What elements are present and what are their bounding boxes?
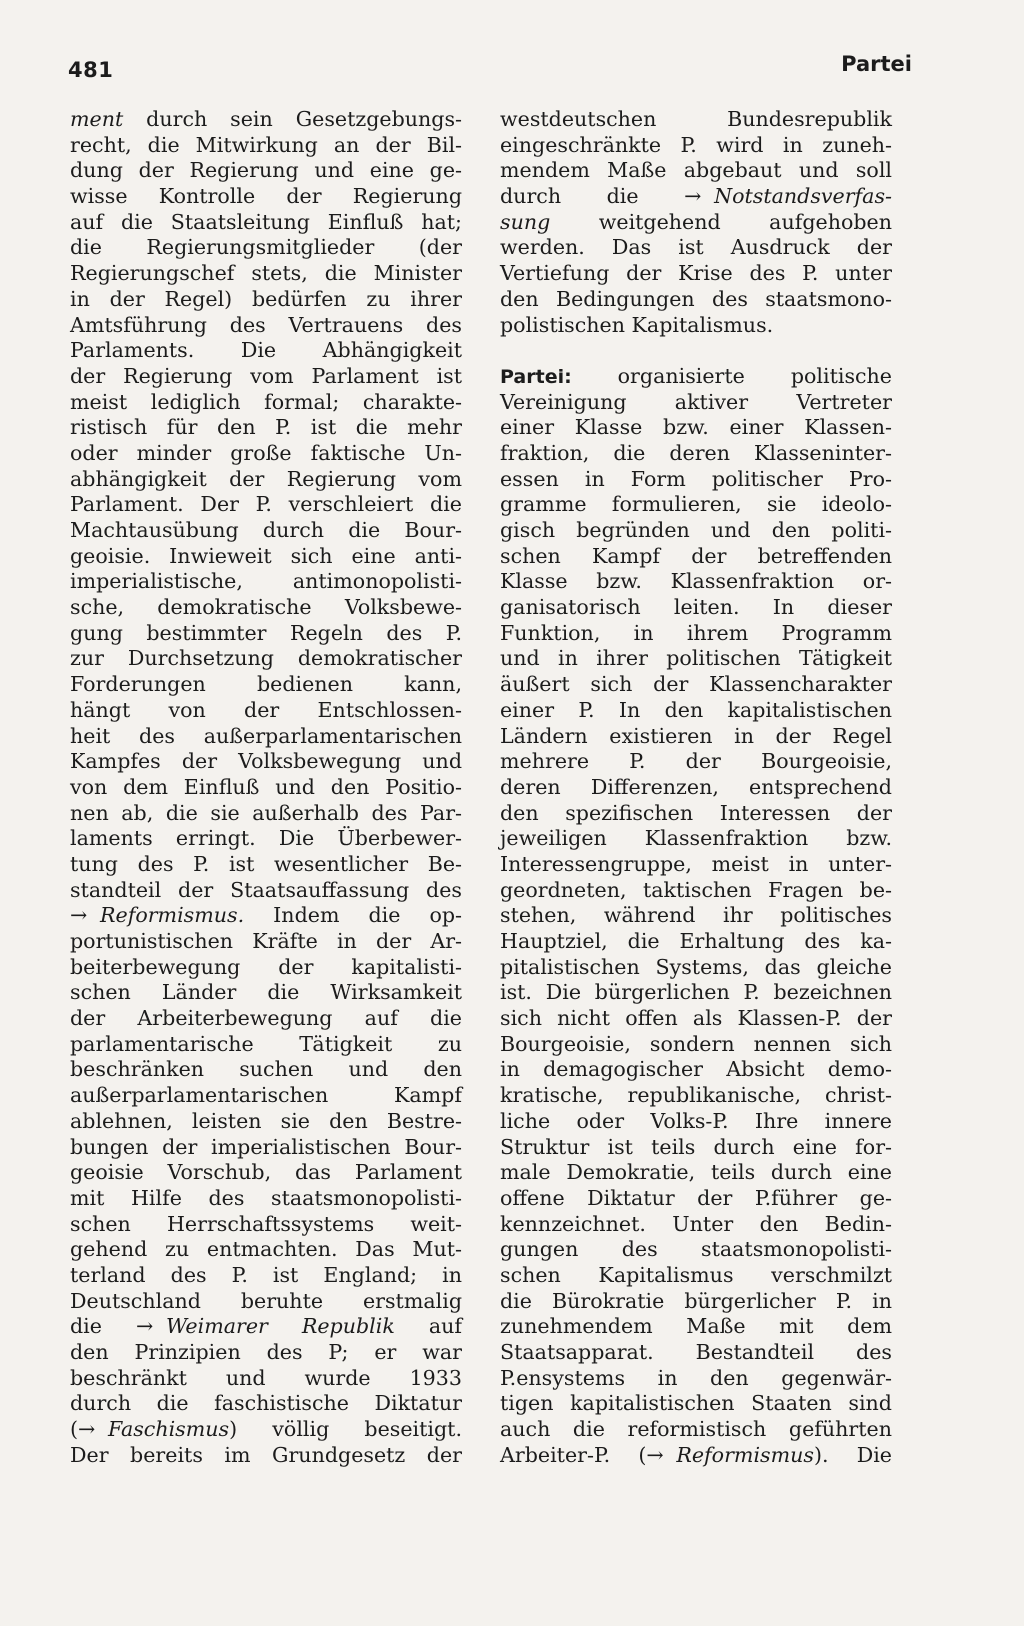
text-run: Struktur ist teils durch eine for- bbox=[500, 1134, 892, 1159]
text-run: Forderungen bedienen kann, bbox=[70, 672, 462, 697]
text-line bbox=[70, 1263, 462, 1289]
text-run: beschränkt und wurde 1933 bbox=[70, 1365, 462, 1390]
text-run: außerparlamentarischen Kampf bbox=[70, 1083, 462, 1108]
text-line bbox=[500, 621, 892, 647]
text-line bbox=[70, 133, 462, 159]
text-line bbox=[500, 826, 892, 852]
text-run: imperialistische, antimonopolisti- bbox=[70, 569, 462, 594]
text-line bbox=[500, 646, 892, 672]
text-run: oder minder große faktische Un- bbox=[70, 440, 462, 465]
text-run: Staatsapparat. Bestandteil des bbox=[500, 1340, 892, 1364]
text-line bbox=[70, 698, 462, 724]
text-run: Kampfes der Volksbewegung und bbox=[70, 749, 462, 774]
text-line bbox=[70, 955, 462, 981]
text-line bbox=[500, 1109, 892, 1135]
text-line bbox=[500, 107, 892, 133]
text-run: mehrere P. der Bourgeoisie, bbox=[500, 749, 892, 774]
text-line bbox=[500, 210, 892, 236]
text-run: weitgehend aufgehoben bbox=[550, 209, 892, 234]
text-line bbox=[500, 1083, 892, 1109]
text-line bbox=[70, 1417, 462, 1443]
cross-reference-arrow-icon: → bbox=[70, 903, 88, 928]
text-run: durch sein Gesetzgebungs- bbox=[123, 107, 462, 131]
text-line bbox=[500, 1340, 892, 1366]
text-run: offene Diktatur der P.führer ge- bbox=[500, 1185, 892, 1210]
text-line bbox=[70, 569, 462, 595]
text-line bbox=[500, 1314, 892, 1340]
text-run: abhängigkeit der Regierung vom bbox=[70, 466, 462, 491]
text-run: parlamentarische Tätigkeit zu bbox=[70, 1031, 462, 1056]
text-run: in der Regel) bedürfen zu ihrer bbox=[70, 286, 462, 311]
text-run: schen Länder die Wirksamkeit bbox=[70, 980, 462, 1005]
text-run: Klasse bzw. Klassenfraktion or- bbox=[500, 569, 892, 594]
text-line bbox=[70, 1083, 462, 1109]
text-run: Ländern existieren in der Regel bbox=[500, 723, 892, 748]
text-run: der Arbeiterbewegung auf die bbox=[70, 1006, 462, 1031]
text-run: Interessengruppe, meist in unter- bbox=[500, 851, 892, 876]
entry-headword: Partei: bbox=[500, 365, 572, 388]
text-line bbox=[70, 338, 462, 364]
text-line bbox=[500, 878, 892, 904]
text-run: organisierte politische bbox=[571, 363, 892, 388]
text-run: einer P. In den kapitalistischen bbox=[500, 697, 892, 722]
running-head-keyword: Partei bbox=[841, 52, 912, 76]
text-line bbox=[500, 1135, 892, 1161]
text-line bbox=[70, 415, 462, 441]
italic-reference: Reformismus bbox=[676, 1442, 814, 1467]
text-run: von dem Einfluß und den Positio- bbox=[70, 774, 462, 799]
text-line bbox=[70, 621, 462, 647]
text-run: auf die Staatsleitung Einfluß hat; bbox=[70, 209, 462, 234]
text-line bbox=[500, 1289, 892, 1315]
text-line bbox=[500, 1212, 892, 1238]
text-run: Indem die op- bbox=[244, 903, 462, 928]
cross-reference-arrow-icon: → bbox=[78, 1417, 96, 1442]
text-line bbox=[500, 852, 892, 878]
text-line bbox=[500, 1391, 892, 1417]
text-run: jeweiligen Klassenfraktion bzw. bbox=[500, 826, 892, 851]
text-line bbox=[70, 518, 462, 544]
text-run: den Prinzipien des P; er war bbox=[70, 1340, 462, 1364]
text-run: standteil der Staatsauffassung des bbox=[70, 877, 462, 902]
text-line bbox=[500, 1263, 892, 1289]
text-line bbox=[500, 1160, 892, 1186]
text-line bbox=[500, 313, 892, 339]
text-line bbox=[500, 1186, 892, 1212]
text-line bbox=[500, 955, 892, 981]
text-line bbox=[500, 415, 892, 441]
italic-reference: ment bbox=[70, 107, 124, 131]
text-run: Regierungschef stets, die Minister bbox=[70, 261, 462, 286]
text-line bbox=[500, 261, 892, 287]
text-line bbox=[70, 1237, 462, 1263]
text-run: P.ensystems in den gegenwär- bbox=[500, 1365, 892, 1390]
text-line bbox=[500, 1417, 892, 1443]
text-run: Deutschland beruhte erstmalig bbox=[70, 1288, 462, 1313]
text-line bbox=[70, 724, 462, 750]
text-run: schen Kapitalismus verschmilzt bbox=[500, 1262, 892, 1287]
text-line bbox=[500, 929, 892, 955]
text-run: pitalistischen Systems, das gleiche bbox=[500, 954, 892, 979]
text-line bbox=[500, 467, 892, 493]
page-number: 481 bbox=[68, 58, 114, 82]
text-run: durch die faschistische Diktatur bbox=[70, 1391, 462, 1416]
text-run: wisse Kontrolle der Regierung bbox=[70, 184, 462, 209]
text-line bbox=[500, 441, 892, 467]
text-line bbox=[500, 1366, 892, 1392]
text-run: ist. Die bürgerlichen P. bezeichnen bbox=[500, 980, 892, 1005]
text-line bbox=[500, 492, 892, 518]
text-run: sich nicht offen als Klassen-P. der bbox=[500, 1006, 892, 1031]
text-run: male Demokratie, teils durch eine bbox=[500, 1160, 892, 1185]
text-line bbox=[70, 1366, 462, 1392]
text-line bbox=[70, 1135, 462, 1161]
text-run: bungen der imperialistischen Bour- bbox=[70, 1134, 462, 1159]
text-line bbox=[500, 184, 892, 210]
italic-reference: Faschismus bbox=[108, 1417, 230, 1442]
text-run: stehen, während ihr politisches bbox=[500, 903, 892, 928]
italic-reference: Reformismus. bbox=[100, 903, 245, 928]
text-run: die Bürokratie bürgerlicher P. in bbox=[500, 1288, 892, 1313]
text-line bbox=[500, 903, 892, 929]
text-line bbox=[500, 544, 892, 570]
paragraph-spacer bbox=[500, 338, 892, 364]
text-line bbox=[500, 390, 892, 416]
cross-reference-arrow-icon: → bbox=[646, 1442, 664, 1467]
text-line bbox=[500, 1057, 892, 1083]
text-line bbox=[70, 980, 462, 1006]
text-run: äußert sich der Klassencharakter bbox=[500, 672, 892, 697]
text-run: gehend zu entmachten. Das Mut- bbox=[70, 1237, 462, 1262]
text-line bbox=[500, 518, 892, 544]
text-line bbox=[70, 1160, 462, 1186]
text-run: geoisie Vorschub, das Parlament bbox=[70, 1160, 462, 1185]
text-run: ( bbox=[70, 1417, 79, 1442]
text-run: polistischen Kapitalismus. bbox=[500, 312, 774, 337]
text-line bbox=[500, 1237, 892, 1263]
text-line bbox=[70, 544, 462, 570]
text-run: durch die bbox=[500, 184, 685, 209]
text-line bbox=[500, 133, 892, 159]
text-run: beschränken suchen und den bbox=[70, 1057, 462, 1082]
text-run: eingeschränkte P. wird in zuneh- bbox=[500, 132, 892, 157]
text-run: fraktion, die deren Klasseninter- bbox=[500, 440, 892, 465]
text-line bbox=[70, 364, 462, 390]
text-run: recht, die Mitwirkung an der Bil- bbox=[70, 132, 462, 157]
text-run: ganisatorisch leiten. In dieser bbox=[500, 595, 892, 620]
right-text-column bbox=[500, 107, 892, 1468]
text-run: laments erringt. Die Überbewer- bbox=[70, 826, 462, 851]
text-line bbox=[70, 672, 462, 698]
text-run: einer Klasse bzw. einer Klassen- bbox=[500, 415, 892, 440]
text-run: sche, demokratische Volksbewe- bbox=[70, 595, 462, 620]
text-run: Vereinigung aktiver Vertreter bbox=[500, 389, 892, 414]
text-run: Funktion, in ihrem Programm bbox=[500, 620, 892, 645]
text-run: kennzeichnet. Unter den Bedin- bbox=[500, 1211, 892, 1236]
text-run: kratische, republikanische, christ- bbox=[500, 1083, 892, 1108]
text-line bbox=[70, 107, 462, 133]
text-run: werden. Das ist Ausdruck der bbox=[500, 235, 892, 260]
text-line bbox=[70, 1057, 462, 1083]
italic-reference: Notstandsverfas- bbox=[714, 184, 892, 209]
text-line bbox=[70, 441, 462, 467]
text-line bbox=[70, 390, 462, 416]
text-line bbox=[70, 1314, 462, 1340]
text-line bbox=[500, 775, 892, 801]
text-run: Amtsführung des Vertrauens des bbox=[70, 312, 462, 337]
text-run: meist lediglich formal; charakte- bbox=[70, 389, 462, 414]
text-line bbox=[70, 287, 462, 313]
text-line bbox=[70, 1109, 462, 1135]
text-run: geoisie. Inwieweit sich eine anti- bbox=[70, 543, 462, 568]
text-line bbox=[500, 158, 892, 184]
text-run: nen ab, die sie außerhalb des Par- bbox=[70, 800, 462, 825]
text-line bbox=[500, 980, 892, 1006]
text-line bbox=[70, 775, 462, 801]
text-line bbox=[70, 1340, 462, 1366]
text-run: in demagogischer Absicht demo- bbox=[500, 1057, 892, 1082]
text-line bbox=[500, 1006, 892, 1032]
text-line bbox=[70, 1186, 462, 1212]
text-line bbox=[70, 158, 462, 184]
text-run: liche oder Volks-P. Ihre innere bbox=[500, 1108, 892, 1133]
text-run: Bourgeoisie, sondern nennen sich bbox=[500, 1031, 892, 1056]
text-run: zur Durchsetzung demokratischer bbox=[70, 646, 462, 671]
text-run: heit des außerparlamentarischen bbox=[70, 723, 462, 748]
text-line bbox=[70, 184, 462, 210]
text-run: die Regierungsmitglieder (der bbox=[70, 235, 462, 260]
text-line bbox=[500, 569, 892, 595]
text-run: Arbeiter-P. ( bbox=[500, 1442, 647, 1467]
text-line bbox=[70, 313, 462, 339]
text-run: dung der Regierung und eine ge- bbox=[70, 158, 462, 183]
text-line bbox=[70, 492, 462, 518]
text-run: den Bedingungen des staatsmono- bbox=[500, 286, 892, 311]
text-run: schen Herrschaftssystems weit- bbox=[70, 1211, 462, 1236]
text-run: gung bestimmter Regeln des P. bbox=[70, 620, 462, 645]
cross-reference-arrow-icon: → bbox=[684, 184, 702, 209]
text-run: hängt von der Entschlossen- bbox=[70, 697, 462, 722]
text-run: deren Differenzen, entsprechend bbox=[500, 774, 892, 799]
text-run: ristisch für den P. ist die mehr bbox=[70, 415, 462, 440]
text-line bbox=[500, 749, 892, 775]
text-line bbox=[500, 287, 892, 313]
text-line bbox=[500, 724, 892, 750]
text-line bbox=[70, 210, 462, 236]
text-run: auch die reformistisch geführten bbox=[500, 1417, 892, 1442]
text-run: ablehnen, leisten sie den Bestre- bbox=[70, 1108, 462, 1133]
text-line bbox=[500, 698, 892, 724]
text-line bbox=[70, 235, 462, 261]
left-text-column bbox=[70, 107, 462, 1468]
text-line bbox=[70, 749, 462, 775]
italic-reference: Weimarer Republik bbox=[165, 1314, 395, 1339]
text-run: und in ihrer politischen Tätigkeit bbox=[500, 646, 892, 671]
text-run: terland des P. ist England; in bbox=[70, 1262, 462, 1287]
text-run: tigen kapitalistischen Staaten sind bbox=[500, 1391, 892, 1416]
text-line bbox=[70, 1212, 462, 1238]
text-line bbox=[500, 1443, 892, 1469]
italic-reference: sung bbox=[500, 209, 551, 234]
text-line bbox=[70, 929, 462, 955]
text-run: Parlaments. Die Abhängigkeit bbox=[70, 338, 462, 363]
text-run: ). Die bbox=[813, 1442, 892, 1467]
text-run: mit Hilfe des staatsmonopolisti- bbox=[70, 1185, 462, 1210]
text-run: Vertiefung der Krise des P. unter bbox=[500, 261, 892, 286]
text-line bbox=[500, 801, 892, 827]
text-run: gramme formulieren, sie ideolo- bbox=[500, 492, 892, 517]
text-line bbox=[500, 235, 892, 261]
text-run: beiterbewegung der kapitalisti- bbox=[70, 954, 462, 979]
text-run: Hauptziel, die Erhaltung des ka- bbox=[500, 929, 892, 953]
text-run: Parlament. Der P. verschleiert die bbox=[70, 492, 462, 517]
text-line bbox=[500, 1032, 892, 1058]
text-line bbox=[70, 801, 462, 827]
text-line bbox=[500, 595, 892, 621]
text-line bbox=[70, 1006, 462, 1032]
text-line bbox=[70, 878, 462, 904]
text-line bbox=[70, 903, 462, 929]
text-line bbox=[70, 1391, 462, 1417]
text-run: Machtausübung durch die Bour- bbox=[70, 518, 462, 542]
text-line bbox=[70, 1032, 462, 1058]
text-run: westdeutschen Bundesrepublik bbox=[500, 107, 892, 131]
cross-reference-arrow-icon: → bbox=[135, 1314, 154, 1339]
text-run: schen Kampf der betreffenden bbox=[500, 543, 892, 568]
text-line bbox=[70, 467, 462, 493]
text-line bbox=[70, 852, 462, 878]
text-line bbox=[500, 672, 892, 698]
text-line bbox=[70, 646, 462, 672]
text-run: gisch begründen und den politi- bbox=[500, 518, 892, 542]
text-line bbox=[70, 1443, 462, 1469]
text-line bbox=[70, 261, 462, 287]
text-run: ) völlig beseitigt. bbox=[229, 1417, 462, 1442]
text-line bbox=[70, 826, 462, 852]
text-line bbox=[70, 595, 462, 621]
text-run: die bbox=[70, 1314, 136, 1339]
text-run: essen in Form politischer Pro- bbox=[500, 466, 892, 491]
text-run: geordneten, taktischen Fragen be- bbox=[500, 877, 892, 902]
text-run: der Regierung vom Parlament ist bbox=[70, 363, 462, 388]
text-line bbox=[70, 1289, 462, 1315]
text-line bbox=[500, 364, 892, 390]
text-run: gungen des staatsmonopolisti- bbox=[500, 1237, 892, 1262]
text-run: auf bbox=[394, 1314, 462, 1339]
text-run: zunehmendem Maße mit dem bbox=[500, 1314, 892, 1339]
text-run: mendem Maße abgebaut und soll bbox=[500, 158, 892, 183]
text-run: Der bereits im Grundgesetz der bbox=[70, 1442, 462, 1467]
text-run: den spezifischen Interessen der bbox=[500, 800, 892, 825]
text-run: tung des P. ist wesentlicher Be- bbox=[70, 851, 462, 876]
text-run: portunistischen Kräfte in der Ar- bbox=[70, 929, 462, 953]
